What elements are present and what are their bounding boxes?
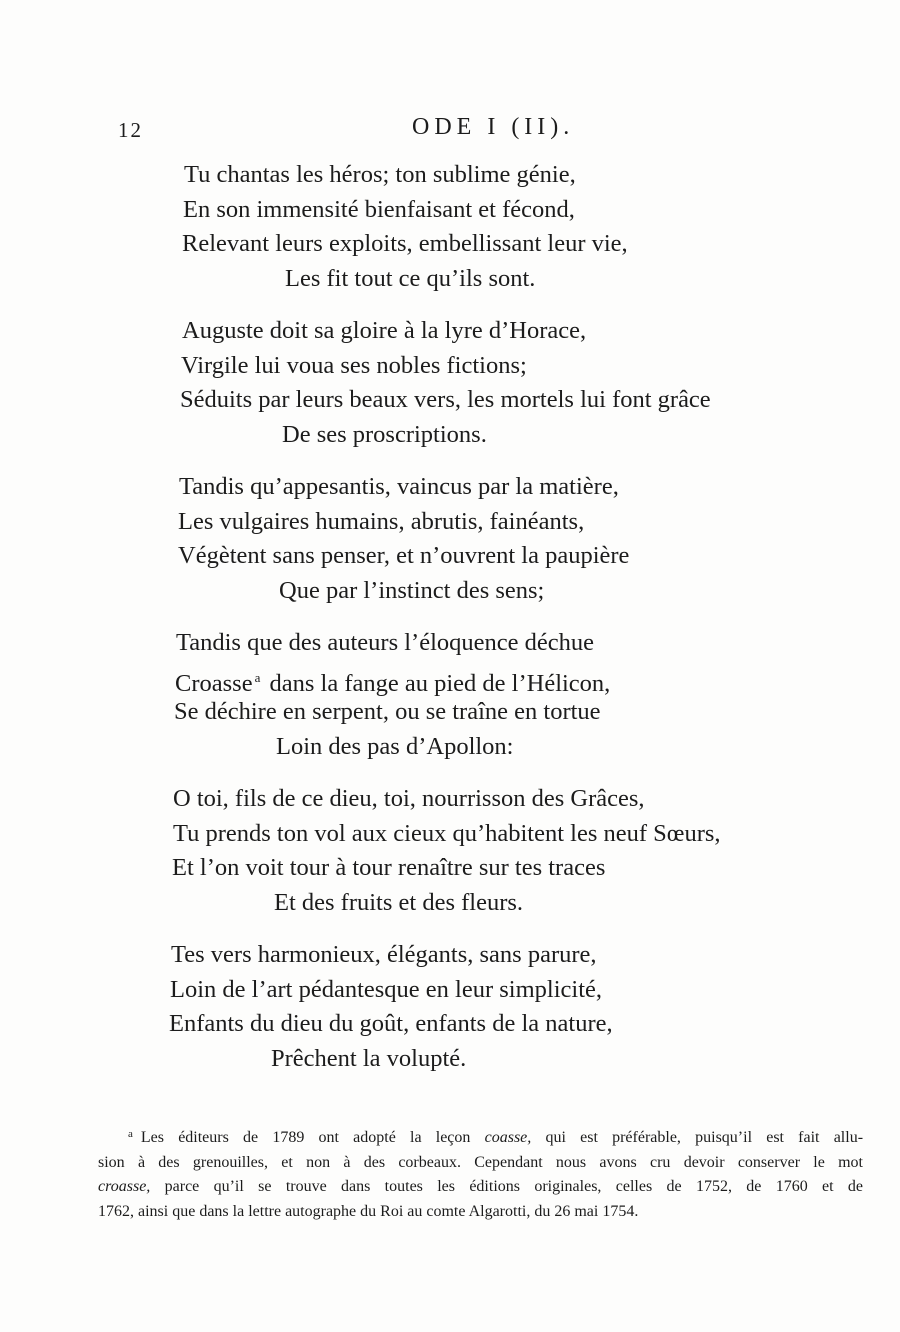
running-head [0, 112, 900, 148]
stanza-4 [0, 626, 900, 764]
verse-line: Enfants du dieu du goût, enfants de la nature, [169, 1010, 613, 1037]
footnote-text: qui est préférable, puisqu’il est fait allu- [545, 1129, 864, 1146]
footnote-line: sion à des grenouilles, et non à des corbeaux. Cependant nous avons cru devoir conserver le mot [98, 1153, 863, 1171]
verse-line: Et l’on voit tour à tour renaître sur tes traces [172, 854, 606, 881]
verse-line: Virgile lui voua ses nobles fictions; [181, 351, 527, 379]
page-title: ODE I (II). [412, 114, 575, 140]
footnote-marker: a [254, 669, 261, 685]
verse-line: Tandis que des auteurs l’éloquence déchue [176, 629, 595, 656]
verse-line: Tandis qu’appesantis, vaincus par la matière, [179, 473, 619, 500]
verse-line: Séduits par leurs beaux vers, les mortels lui font grâce [180, 386, 711, 413]
verse-line: Tu prends ton vol aux cieux qu’habitent les neuf Sœurs, [173, 819, 721, 847]
stanza-2 [0, 314, 900, 452]
verse-line: Que par l’instinct des sens; [279, 576, 545, 604]
verse-line [175, 661, 900, 696]
footnote-text: parce qu’il se trouve dans toutes les éditions originales, celles de 1752, de 1760 et de [164, 1178, 864, 1195]
verse-line: O toi, fils de ce dieu, toi, nourrisson des Grâces, [173, 785, 645, 812]
verse-rest: dans la fange au pied de l’Hélicon, [263, 669, 611, 697]
footnote-line [98, 1122, 863, 1151]
verse-line: Les vulgaires humains, abrutis, fainéants, [178, 507, 585, 535]
verse-line: Tu chantas les héros; ton sublime génie, [184, 161, 576, 188]
verse-line: Végètent sans penser, et n’ouvrent la paupière [178, 542, 630, 569]
verse-first-word: Croasse [175, 669, 253, 697]
verse-line: Auguste doit sa gloire à la lyre d’Horace, [182, 317, 587, 344]
verse-line: Tes vers harmonieux, élégants, sans parure, [171, 941, 597, 968]
verse-line: Loin des pas d’Apollon: [276, 732, 514, 760]
footnote [98, 1122, 863, 1224]
footnote-italic: croasse, [98, 1178, 151, 1195]
footnote-line: 1762, ainsi que dans la lettre autographe du Roi au comte Algarotti, du 26 mai 1754. [98, 1202, 639, 1220]
poem [0, 158, 900, 1094]
verse-line: Les fit tout ce qu’ils sont. [285, 264, 536, 292]
verse-line: Et des fruits et des fleurs. [274, 888, 524, 916]
verse-line: Relevant leurs exploits, embellissant leur vie, [182, 230, 628, 257]
footnote-text: Les éditeurs de 1789 ont adopté la leçon [140, 1129, 471, 1146]
footnote-italic: coasse, [484, 1129, 532, 1146]
stanza-1 [0, 158, 900, 296]
verse-line: En son immensité bienfaisant et fécond, [183, 195, 575, 223]
stanza-3 [0, 470, 900, 608]
verse-line: Prêchent la volupté. [271, 1044, 467, 1072]
stanza-5 [0, 782, 900, 920]
verse-line: Loin de l’art pédantesque en leur simplicité, [170, 975, 603, 1003]
footnote-marker: a [128, 1128, 133, 1140]
footnote-line [98, 1175, 863, 1200]
verse-line: Se déchire en serpent, ou se traîne en tortue [174, 698, 601, 725]
stanza-6 [0, 938, 900, 1076]
page-number: 12 [118, 118, 143, 142]
verse-line: De ses proscriptions. [282, 420, 487, 448]
